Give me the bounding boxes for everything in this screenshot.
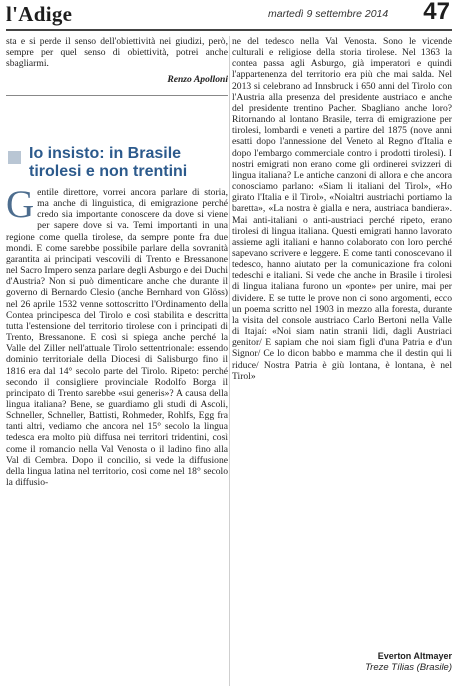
letter-text-col1: entile direttore, vorrei ancora parlare di storia, ma anche di linguistica, di emigrazione perché credo sia importante conoscere da dove si viene per sapere dove si va. Temi importanti in una regione come quella tirolese, da sempre ponte fra due mondi. E come sarebbe possibile parlare della sovranità garantita ai principati vescovili di Trento e Bressanone nel Sacro Impero senza parlare degli Asburgo e dei Duchi d'Austria? Non si può dimenticare anche che durante il governo di Bernardo Clesio (anche Bernhard von Glöss) nel 26 aprile 1532 venne sottoscritto l'Ordinamento della Contea principesca del Tirolo e così stabilita e descritta tutta l'estensione del territorio tirolese con i principati di Trento, Bressanone. E così si spiega anche perché la Valle del Ziller nell'attuale Tirolo settentrionale: essendo dominio territoriale della Diocesi di Salisburgo fino il 1816 era dal 14° secolo parte del Tirolo. Ripeto: perché secondo il consigliere provinciale Rodolfo Borga il principato di Trento sarebbe «sui generis»? A causa della lingua italiana? Bene, se guardiamo gli studi di Ascoli, Schneller, Schneller, Battisti, Rohmeder, Rohlfs, Egg fra tanti altri, vediamo che ancora nel 15° secolo la lingua tedesca era molto più diffusa nei territori tridentini, così come il romancio nella Val Venosta o il ladino fino alla Val di Cembra. Dopo il concilio, si vede la diffusione della lingua latina nel territorio, così come nel 18° secolo la diffusio- bbox=[6, 187, 228, 489]
letter-body-column-2 bbox=[232, 36, 452, 382]
previous-letter bbox=[6, 36, 233, 96]
masthead bbox=[6, 0, 456, 28]
letter-place: Treze Tílias (Brasile) bbox=[365, 662, 452, 673]
headline-square-icon bbox=[8, 151, 21, 164]
headline-text: Io insisto: in Brasile tirolesi e non trentini bbox=[29, 145, 188, 180]
letter-signature bbox=[232, 651, 452, 673]
issue-date: martedì 9 settembre 2014 bbox=[268, 8, 389, 20]
previous-letter-text: sta e si perde il senso dell'obiettività nei giudizi, però, sempre per quel senso di obiettività, potrei anche sbagliarmi. bbox=[6, 36, 228, 70]
letter-separator bbox=[6, 95, 228, 96]
page-number: 47 bbox=[423, 0, 450, 25]
newspaper-logo: l'Adige bbox=[6, 2, 73, 26]
letter-body-column-1 bbox=[6, 183, 228, 489]
masthead-rule bbox=[6, 29, 452, 31]
letter-author: Everton Altmayer bbox=[377, 651, 452, 661]
previous-letter-author: Renzo Apolloni bbox=[167, 74, 228, 86]
letter-text-col2: ne del tedesco nella Val Venosta. Sono le vicende culturali e religiose della storia tirolese. Nel 1363 la contea passa agli Asburgo, già imperatori e quindi l'appartenenza del territorio era più che mai salda. Nel 2013 si celebrano ad Innsbruck i 650 anni del Tirolo con l'Austria alla presenza del presidente austriaco e anche del presidente trentino Pacher. Sbagliano anche loro? Ritornando al lontano Brasile, terra di emigrazione per tirolesi, lombardi e veneti a partire del 1875 (nove anni esatti dopo l'annessione del Veneto al Regno d'Italia e dopo l'embargo commerciale contro i prodotti tirolesi). I nostri emigrati non erano come gli ordinerei svizzeri di lingua italiana? Le antiche canzoni di allora e che ancora conosciamo parlano: «Siam li italiani del Tirol», «Ho girato l'Italia e il Tirol», «Noialtri austriachi portiamo la baretta», «La nostra è gialla e nera, austriaca bandiera». Mai anti-italiani o anti-austriaci perché ripeto, erano tirolesi di lingua italiana. Questi emigrati hanno lavorato assieme agli italiani e hanno colaborato con loro perché sapevano scrivere e leggere. E come tanti conoscevano il tedesco, hanno aiutato per la comunicazione fra coloni tedeschi e italiani. Si vede che anche in Brasile i tirolesi di lingua italiana furono un «ponte» per unire, mai per dividere. E se tutte le prove non ci sono argomenti, ecco un poema scritto nel 1903 in mezzo alla foresta, durante la visita del console austriaco Carlo Bertoni nella Valle di Itajaí: «Noi siam natin stranii lidi, dagli Austriaci genitor/ E sapiam che noi siam figli d'una Patria e d'un Signor/ Ce lo dicon babbo e mamma che il destin qui li riduce/ Nostra Patria è giù lontana, è lontana, è nel Tirol» bbox=[232, 36, 452, 382]
column-divider bbox=[229, 36, 230, 686]
drop-cap: G bbox=[6, 183, 35, 226]
